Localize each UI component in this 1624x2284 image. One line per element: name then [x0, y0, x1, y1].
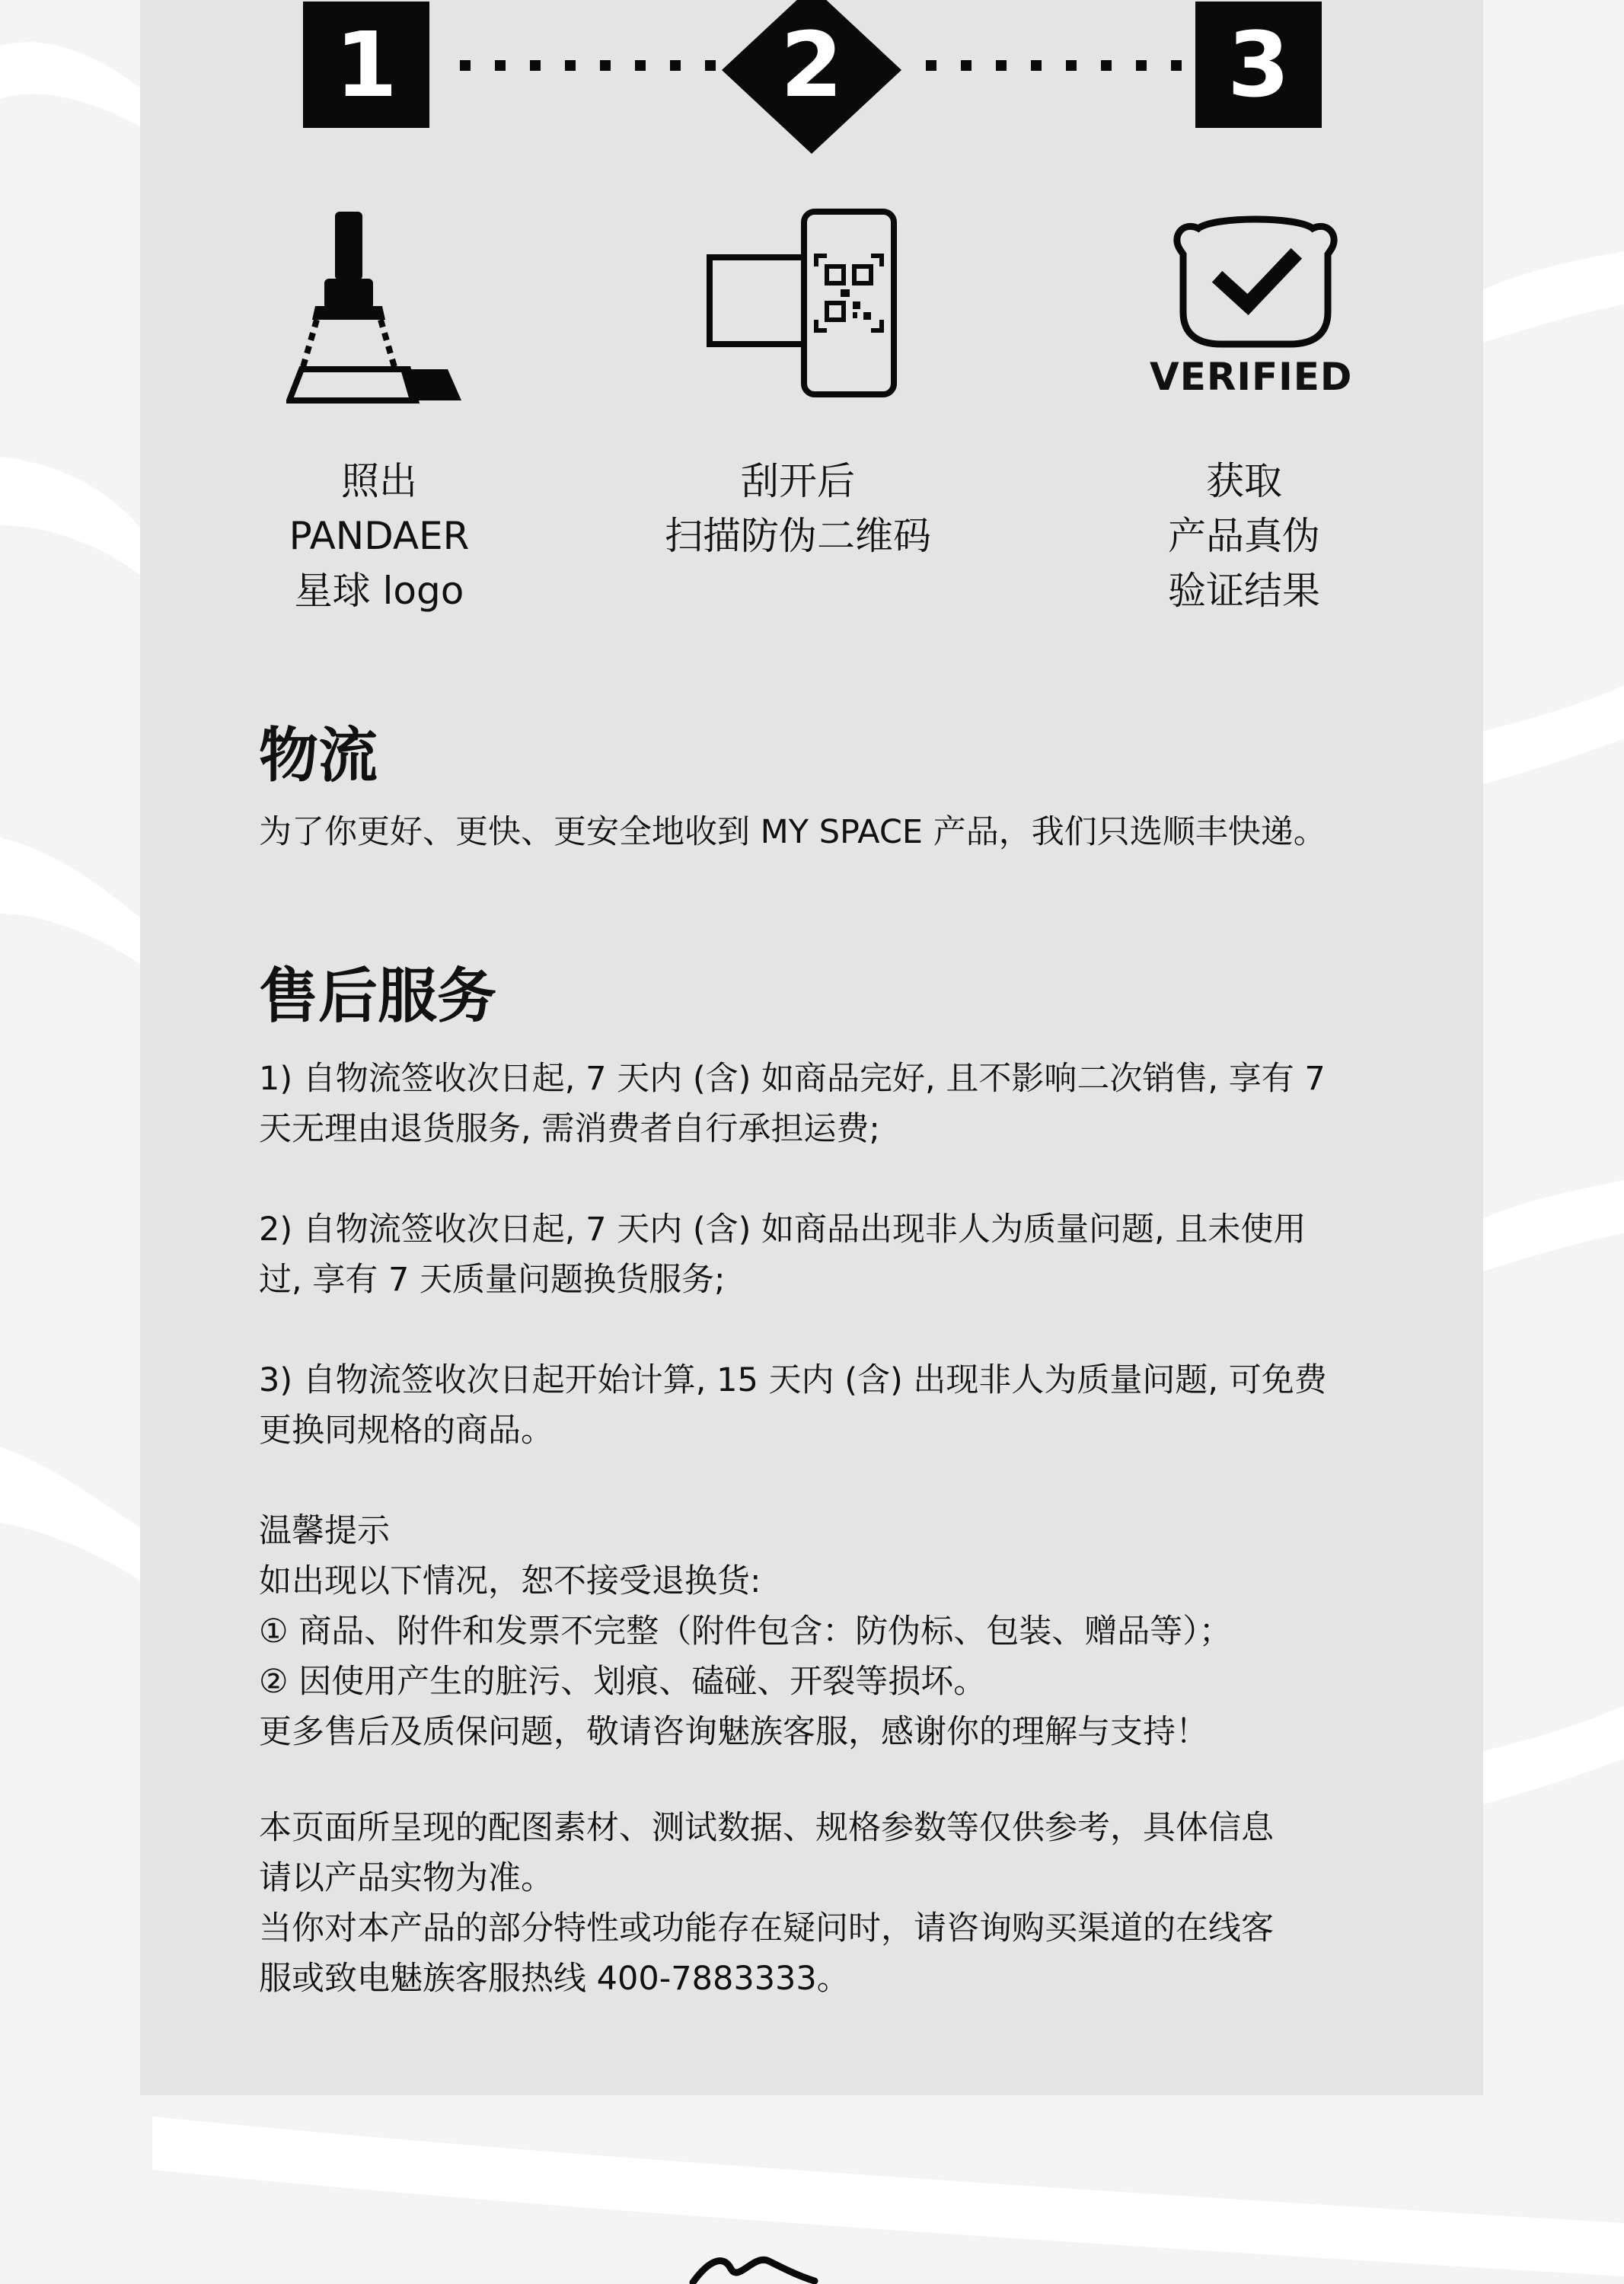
step-3-caption [1046, 454, 1442, 618]
step-3-caption-line-2: 产品真伪 [1168, 514, 1320, 558]
step-2-number: 2 [780, 12, 844, 117]
after-sales-heading: 售后服务 [259, 962, 497, 1031]
after-sales-rule-1: 1) 自物流签收次日起, 7 天内 (含) 如商品完好, 且不影响二次销售, 享有 7 天无理由退货服务, 需消费者自行承担运费; [259, 1060, 1326, 1148]
step-1-caption-line-3: 星球 logo [294, 569, 464, 613]
step-1-caption-line-1: 照出 [341, 459, 417, 503]
step-2-caption-line-2: 扫描防伪二维码 [665, 514, 931, 558]
content-panel [140, 0, 1483, 2095]
disclaimer: 本页面所呈现的配图素材、测试数据、规格参数等仅供参考，具体信息 请以产品实物为准。 当你对本产品的部分特性或功能存在疑问时，请咨询购买渠道的在线客 服或致电魅族客服热线 400-7883333。 [259, 1809, 1274, 1998]
verified-bear-icon [1168, 206, 1343, 350]
after-sales-rule-2: 2) 自物流签收次日起, 7 天内 (含) 如商品出现非人为质量问题, 且未使用 过, 享有 7 天质量问题换货服务; [259, 1211, 1307, 1299]
step-3-caption-line-1: 获取 [1206, 459, 1282, 503]
step-1-caption-line-2: PANDAER [289, 514, 470, 558]
after-sales-rule-3: 3) 自物流签收次日起开始计算, 15 天内 (含) 出现非人为质量问题, 可免费 更换同规格的商品。 [259, 1361, 1327, 1450]
step-1-caption [181, 454, 577, 618]
verified-label: VERIFIED [1150, 355, 1353, 399]
logistics-heading: 物流 [259, 722, 378, 790]
step-2-caption [600, 454, 996, 563]
step-indicator [140, 0, 1483, 160]
step-3-caption-line-3: 验证结果 [1168, 569, 1320, 613]
warm-tips: 温馨提示 如出现以下情况，恕不接受退换货: ① 商品、附件和发票不完整（附件包含：防伪标、包装、赠品等）； ② 因使用产生的脏污、划痕、磕碰、开裂等损坏。 更多售后及质保问题，敬请咨询魅族客服，感谢你的理解与支持！ [259, 1512, 1232, 1751]
flashlight-icon [286, 206, 484, 411]
step-3-number: 3 [1227, 12, 1291, 117]
signature-mark [685, 2254, 822, 2284]
step-1-number: 1 [334, 12, 398, 117]
qr-scan-icon [702, 206, 900, 404]
step-2-caption-line-1: 刮开后 [741, 459, 855, 503]
logistics-text: 为了你更好、更快、更安全地收到 MY SPACE 产品，我们只选顺丰快递。 [259, 813, 1326, 851]
